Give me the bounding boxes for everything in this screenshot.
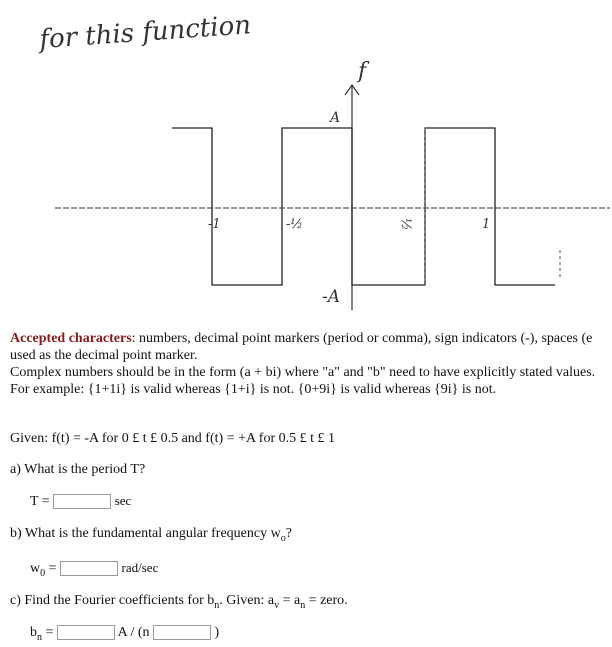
- bn-label: $b_n$ =: [30, 625, 54, 643]
- given-statement: Given: f(t) = -A for 0 £ t £ 0.5 and f(t) = +A for 0.5 £ t £ 1: [10, 431, 336, 446]
- question-c-text: c) Find the Fourier coefficients for b: [10, 593, 215, 608]
- bn-numerator-input[interactable]: [57, 625, 115, 640]
- angular-frequency-unit: rad/sec: [121, 560, 159, 575]
- question-c-text: = zero.: [305, 593, 348, 608]
- angular-frequency-label: $w_0$ =: [30, 561, 57, 579]
- question-c-sub: v: [274, 599, 280, 611]
- tick-label: 1: [482, 217, 491, 232]
- accepted-characters-label: Accepted characters: [10, 331, 132, 346]
- bn-close-paren: ): [214, 625, 220, 640]
- question-c-text: . Given: a: [219, 593, 275, 608]
- bn-denominator-input[interactable]: [153, 625, 211, 640]
- question-b-end: ?: [285, 526, 292, 541]
- sketch-title: for this function: [38, 10, 252, 55]
- amplitude-bottom-label: -A: [322, 287, 341, 307]
- period-label: T =: [30, 494, 50, 509]
- tick-label: ½: [398, 218, 413, 231]
- question-c-text: = a: [279, 593, 301, 608]
- square-wave-sketch: [0, 0, 612, 320]
- accepted-text: For example: {1+1i} is valid whereas {1+i} is not. {0+9i} is valid whereas {9i} is not.: [10, 382, 497, 397]
- period-input[interactable]: [53, 494, 111, 509]
- question-c-sub: n: [214, 599, 220, 611]
- question-c: [10, 593, 348, 611]
- question-c-sub: n: [300, 599, 306, 611]
- accepted-text: Complex numbers should be in the form (a + bi) where "a" and "b" need to have explicitly stated values.: [10, 365, 596, 380]
- bn-between-text: A / (n: [117, 625, 150, 640]
- period-unit: sec: [114, 493, 132, 508]
- question-b: [10, 526, 292, 544]
- answer-b-row: [30, 560, 158, 579]
- accepted-text: : numbers, decimal point markers (period or comma), sign indicators (-), spaces (e: [131, 331, 593, 346]
- tick-label: -½: [286, 217, 303, 232]
- f-axis-label: f: [358, 59, 367, 84]
- answer-c-row: [30, 625, 219, 643]
- answer-a-row: [30, 493, 131, 510]
- angular-frequency-input[interactable]: [60, 561, 118, 576]
- question-b-text: b) What is the fundamental angular frequency w: [10, 526, 281, 541]
- question-a: a) What is the period T?: [10, 462, 146, 477]
- tick-label: -1: [208, 217, 221, 232]
- square-wave: [172, 128, 555, 285]
- question-b-sub: o: [280, 532, 286, 544]
- accepted-text: used as the decimal point marker.: [10, 348, 198, 363]
- amplitude-top-label: A: [330, 110, 341, 126]
- accepted-characters-info: [10, 330, 612, 398]
